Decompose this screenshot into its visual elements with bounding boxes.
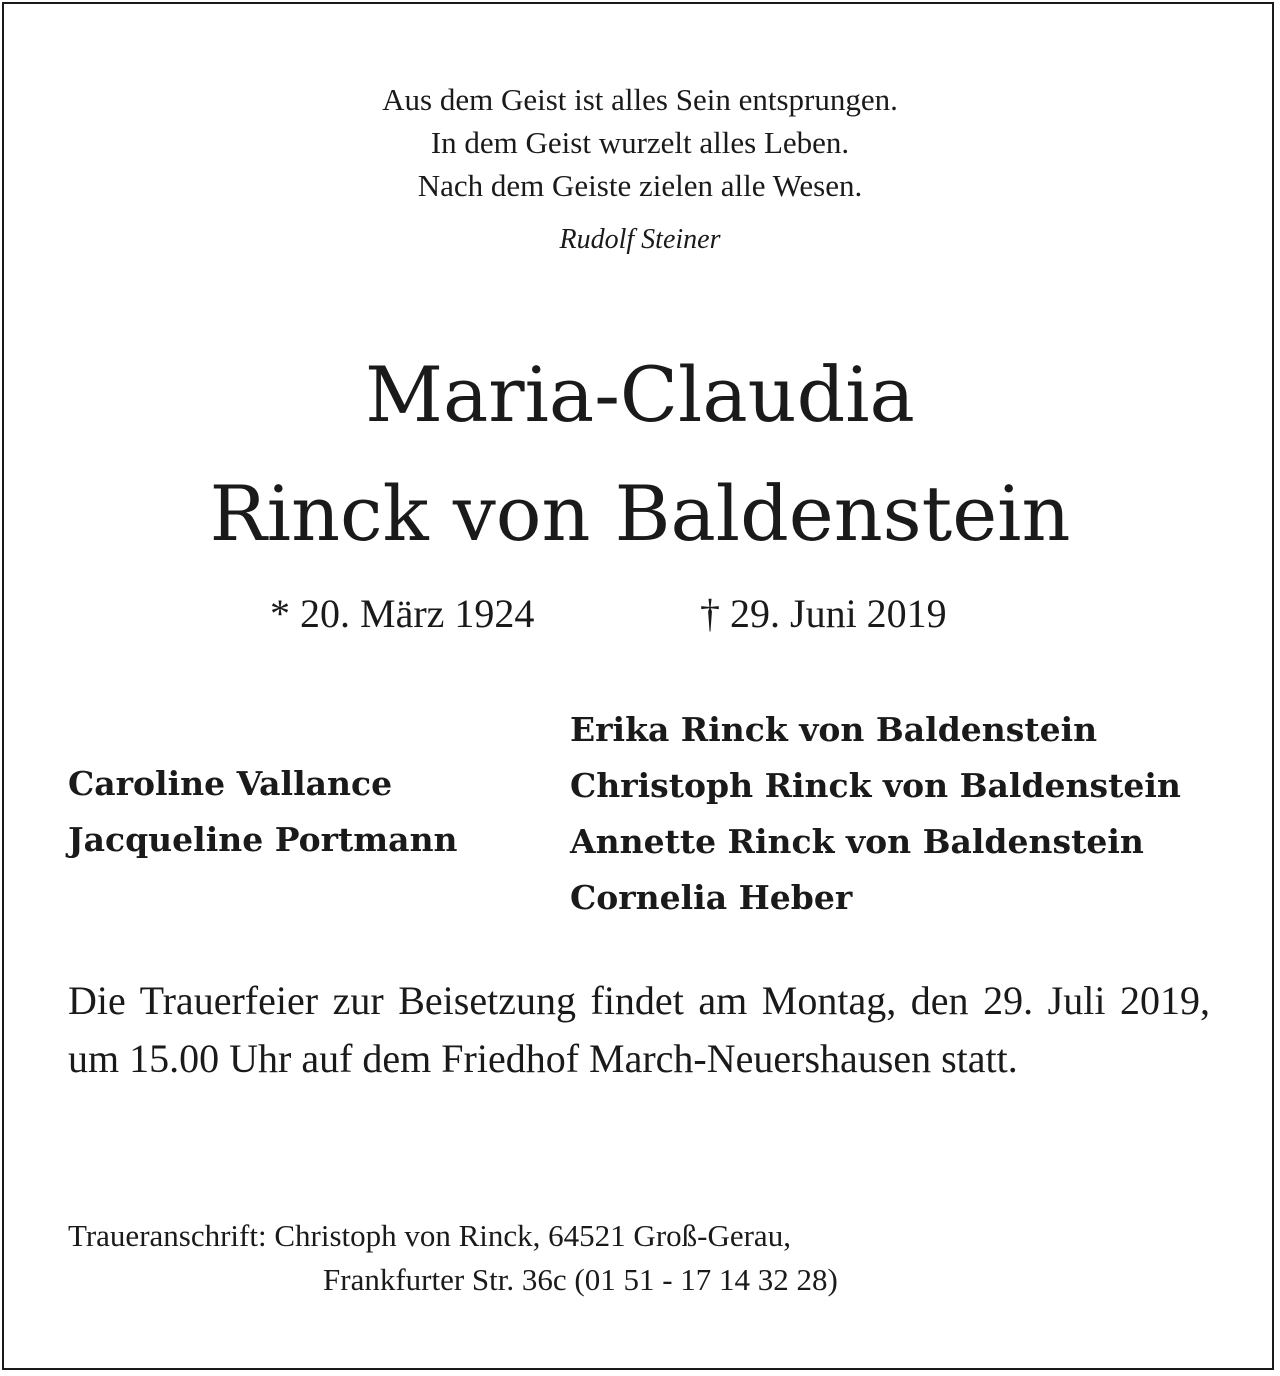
funeral-announcement: Die Trauerfeier zur Beisetzung findet am Montag, den 29. Juli 2019, um 15.00 Uhr auf dem Friedhof March-Neuershausen statt. (68, 978, 1210, 1081)
motto-quote (0, 78, 1280, 207)
motto-line: In dem Geist wurzelt alles Leben. (430, 125, 850, 160)
mourners-left-column (68, 756, 458, 868)
mourner-name: Annette Rinck von Baldenstein (570, 822, 1144, 861)
mourner-name: Cornelia Heber (570, 878, 853, 917)
deceased-last-name: Rinck von Baldenstein (209, 469, 1071, 558)
address-label: Traueranschrift: (68, 1218, 267, 1253)
mourner-name: Christoph Rinck von Baldenstein (570, 766, 1181, 805)
address-line: Frankfurter Str. 36c (01 51 - 17 14 32 28) (323, 1262, 838, 1297)
mourner-name: Erika Rinck von Baldenstein (570, 710, 1098, 749)
motto-line: Aus dem Geist ist alles Sein entsprungen. (382, 82, 898, 117)
mourner-name: Caroline Vallance (68, 764, 393, 803)
motto-author: Rudolf Steiner (559, 224, 721, 255)
address-line: Christoph von Rinck, 64521 Groß-Gerau, (274, 1218, 791, 1253)
mourning-address (68, 1214, 838, 1302)
motto-line: Nach dem Geiste zielen alle Wesen. (417, 168, 863, 203)
mourner-name: Jacqueline Portmann (68, 820, 458, 859)
birth-date: * 20. März 1924 (270, 591, 535, 636)
deceased-first-name: Maria-Claudia (365, 350, 915, 439)
mourners-right-column (570, 702, 1181, 926)
death-date: † 29. Juni 2019 (700, 591, 947, 636)
obituary-frame (2, 2, 1274, 1370)
